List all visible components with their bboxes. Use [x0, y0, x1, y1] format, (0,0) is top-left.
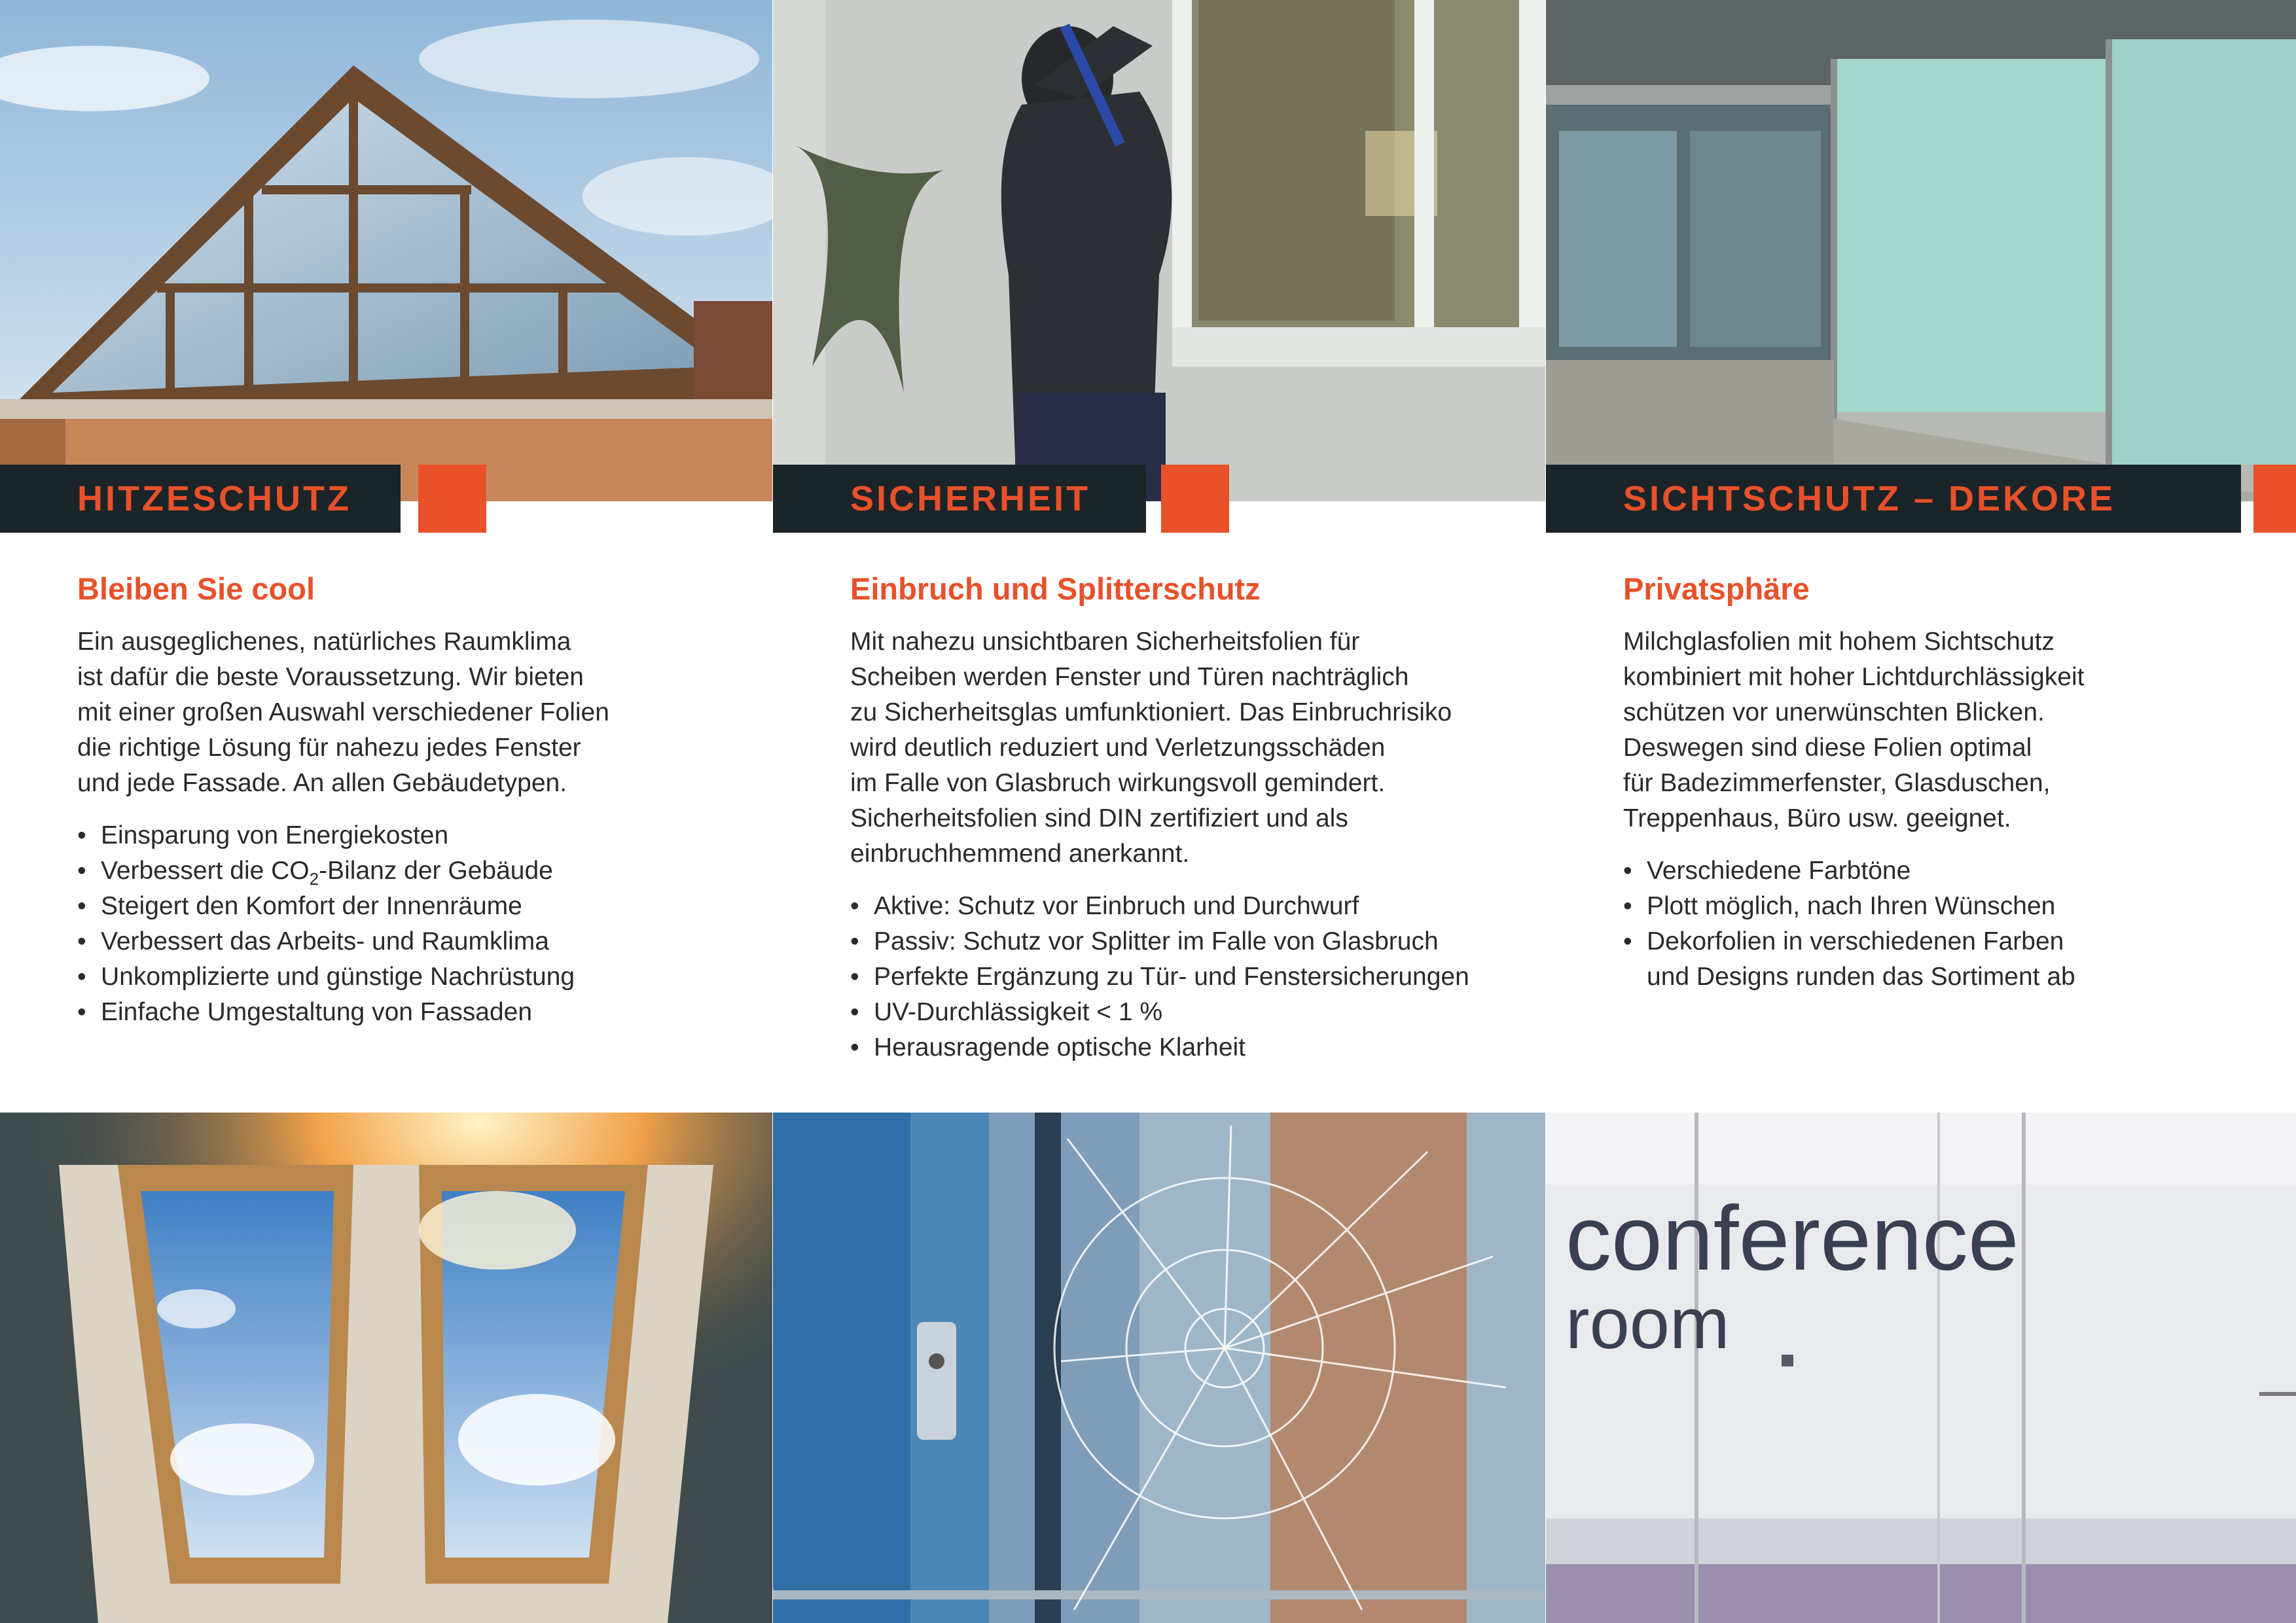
bullet-item	[77, 924, 759, 959]
body-line: wird deutlich reduziert und Verletzungsschäden	[850, 734, 1386, 762]
section-heading-bar	[1546, 465, 2241, 533]
subheading: Einbruch und Splitterschutz	[850, 571, 1261, 606]
bullet-item	[77, 959, 759, 995]
bullet-list	[850, 889, 1532, 1065]
body-paragraph	[1623, 624, 2283, 836]
bullet-list	[1623, 853, 2283, 995]
photo-house-gable-windows	[0, 0, 772, 501]
body-line: kombiniert mit hoher Lichtdurchlässigkeit	[1623, 663, 2085, 691]
body-line: für Badezimmerfenster, Glasduschen,	[1623, 769, 2051, 797]
section-heading-bar	[773, 465, 1146, 533]
bullet-item	[850, 1030, 1532, 1065]
bullet-text: Passiv: Schutz vor Splitter im Falle von Glasbruch	[874, 927, 1439, 955]
bullet-text: Steigert den Komfort der Innenräume	[101, 892, 522, 920]
photo-conference-room-glass	[1546, 1113, 2296, 1623]
bullet-text: Einsparung von Energiekosten	[101, 821, 449, 849]
section-heading: HITZESCHUTZ	[77, 479, 351, 518]
photo-shattered-glass-door	[773, 1113, 1545, 1623]
section-heading: SICHTSCHUTZ – DEKORE	[1623, 479, 2116, 518]
body-paragraph	[850, 624, 1532, 872]
body-line: die richtige Lösung für nahezu jedes Fenster	[77, 734, 581, 762]
section-heading: SICHERHEIT	[850, 479, 1091, 518]
body-line: mit einer großen Auswahl verschiedener Folien	[77, 698, 609, 726]
column-sichtschutz	[1546, 0, 2296, 1623]
body-line: im Falle von Glasbruch wirkungsvoll gemindert.	[850, 769, 1386, 797]
section-heading-bar	[0, 465, 401, 533]
bullet-item	[77, 995, 759, 1030]
bullet-item	[850, 959, 1532, 995]
bullet-text: Dekorfolien in verschiedenen Farben und Designs runden das Sortiment ab	[1647, 927, 2075, 991]
bullet-item	[77, 853, 759, 889]
body-line: zu Sicherheitsglas umfunktioniert. Das Einbruchrisiko	[850, 698, 1452, 726]
photo-frosted-storefront	[1546, 0, 2296, 501]
bullet-text: Aktive: Schutz vor Einbruch und Durchwurf	[874, 892, 1359, 920]
conference-sign-line2: room	[1566, 1283, 1730, 1364]
text-block	[77, 571, 759, 1030]
body-line: einbruchhemmend anerkannt.	[850, 840, 1190, 868]
body-line: schützen vor unerwünschten Blicken.	[1623, 698, 2045, 726]
body-line: ist dafür die beste Voraussetzung. Wir bieten	[77, 663, 584, 691]
bullet-item	[850, 995, 1532, 1030]
column-sicherheit	[773, 0, 1545, 1623]
body-line: Treppenhaus, Büro usw. geeignet.	[1623, 804, 2011, 832]
bullet-text: -Bilanz der Gebäude	[319, 857, 553, 885]
body-line: Milchglasfolien mit hohem Sichtschutz	[1623, 628, 2054, 656]
body-line: Ein ausgeglichenes, natürliches Raumklima	[77, 628, 571, 656]
body-line: Deswegen sind diese Folien optimal	[1623, 734, 2032, 762]
bullet-item	[850, 889, 1532, 924]
body-line: und jede Fassade. An allen Gebäudetypen.	[77, 769, 567, 797]
bullet-item	[1623, 924, 2283, 995]
body-line: Scheiben werden Fenster und Türen nachträglich	[850, 663, 1409, 691]
photo-skylight-windows	[0, 1113, 772, 1623]
subheading: Bleiben Sie cool	[77, 571, 315, 606]
bullet-item	[77, 818, 759, 853]
bullet-item	[1623, 889, 2283, 924]
body-line: Sicherheitsfolien sind DIN zertifiziert und als	[850, 804, 1348, 832]
bullet-text: Unkomplizierte und günstige Nachrüstung	[101, 963, 575, 991]
bullet-item	[850, 924, 1532, 959]
accent-square	[1161, 465, 1229, 533]
bullet-item	[77, 889, 759, 924]
subheading: Privatsphäre	[1623, 571, 1810, 606]
bullet-text: Verschiedene Farbtöne	[1647, 857, 1911, 885]
bullet-text: Verbessert die CO	[101, 857, 310, 885]
bullet-text: Verbessert das Arbeits- und Raumklima	[101, 927, 549, 955]
bullet-list	[77, 818, 759, 1030]
conference-sign-line1: conference	[1566, 1186, 2019, 1289]
bullet-text: Herausragende optische Klarheit	[874, 1033, 1246, 1061]
bullet-text: Perfekte Ergänzung zu Tür- und Fenstersicherungen	[874, 963, 1469, 991]
column-hitzeschutz	[0, 0, 772, 1623]
bullet-text: Plott möglich, nach Ihren Wünschen	[1647, 892, 2056, 920]
text-block	[850, 571, 1532, 1065]
body-line: Mit nahezu unsichtbaren Sicherheitsfolien für	[850, 628, 1360, 656]
bullet-item	[1623, 853, 2283, 889]
accent-square	[418, 465, 486, 533]
accent-square	[2253, 465, 2296, 533]
photo-burglar-crowbar	[773, 0, 1545, 501]
bullet-text: Einfache Umgestaltung von Fassaden	[101, 998, 533, 1026]
bullet-text: UV-Durchlässigkeit < 1 %	[874, 998, 1163, 1026]
text-block	[1623, 571, 2283, 995]
body-paragraph	[77, 624, 759, 801]
subscript: 2	[309, 868, 319, 889]
